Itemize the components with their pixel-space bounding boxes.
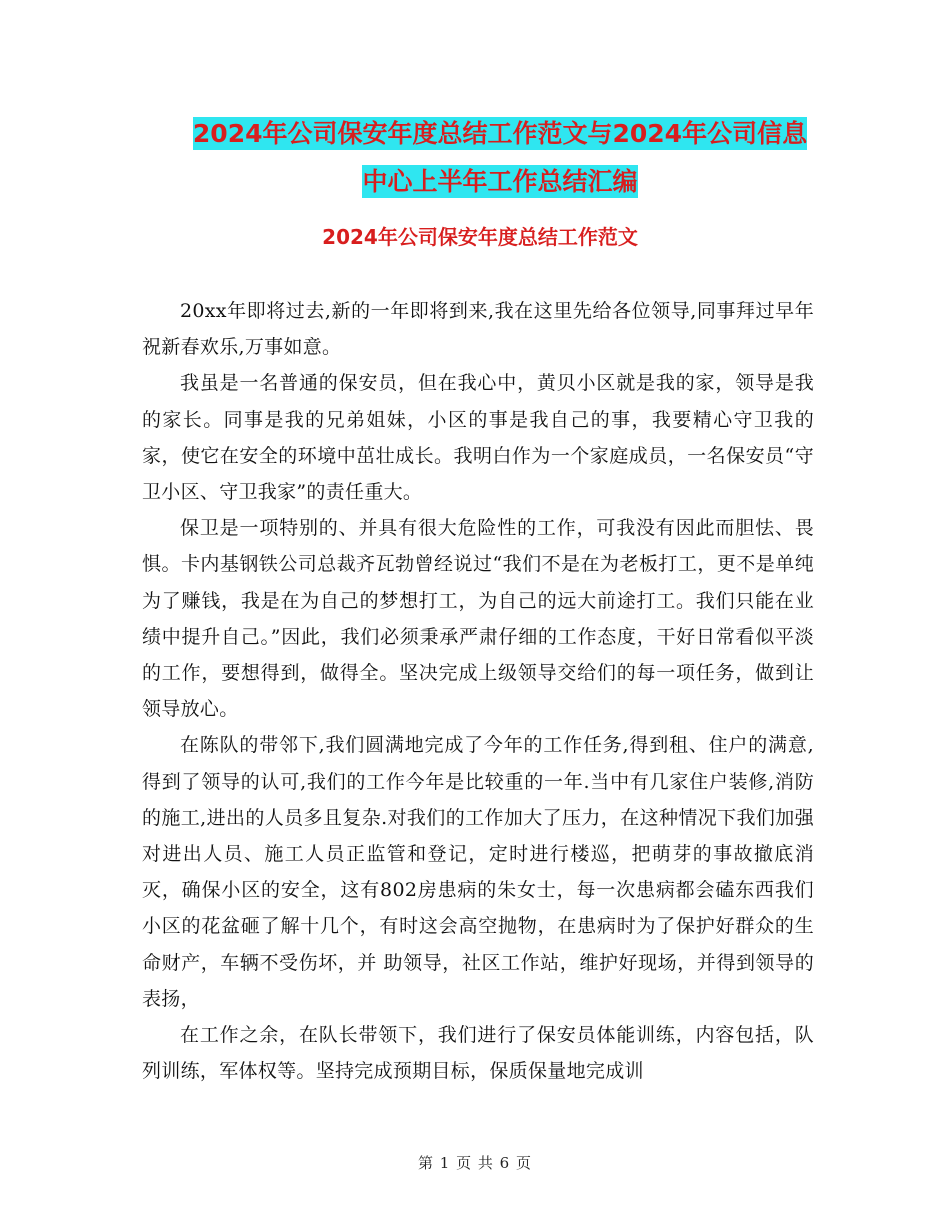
title-line-2: 中心上半年工作总结汇编	[362, 167, 638, 196]
paragraph-2: 我虽是一名普通的保安员，但在我心中，黄贝小区就是我的家，领导是我的家长。同事是我的兄弟姐妹，小区的事是我自己的事，我要精心守卫我的家，使它在安全的环境中茁壮成长。我明白作为一个家庭成员，一名保安员“守卫小区、守卫我家”的责任重大。	[142, 372, 814, 504]
document-body	[142, 293, 814, 1089]
paragraph-5: 在工作之余，在队长带领下，我们进行了保安员体能训练，内容包括，队列训练，军体权等。坚持完成预期目标，保质保量地完成训	[142, 1024, 814, 1083]
paragraph-1: 20xx年即将过去,新的一年即将到来,我在这里先给各位领导,同事拜过早年祝新春欢乐,万事如意。	[142, 300, 814, 359]
page-number: 第 1 页 共 6 页	[418, 1154, 532, 1172]
document-title	[120, 110, 880, 206]
title-line-1: 2024年公司保安年度总结工作范文与2024年公司信息	[192, 119, 808, 148]
section-heading: 2024年公司保安年度总结工作范文	[322, 225, 638, 249]
paragraph-4: 在陈队的带邻下,我们圆满地完成了今年的工作任务,得到租、住户的满意,得到了领导的认可,我们的工作今年是比较重的一年.当中有几家住户装修,消防的施工,进出的人员多且复杂.对我们的工作加大了压力，在这种情况下我们加强对进出人员、施工人员正监管和登记，定时进行楼巡，把萌芽的事故撤底消灭，确保小区的安全，这有802房患病的朱女士，每一次患病都会磕东西我们小区的花盆砸了解十几个，有时这会高空抛物，在患病时为了保护好群众的生命财产，车辆不受伤坏，并 助领导，社区工作站，维护好现场，并得到领导的表扬，	[142, 734, 814, 1010]
paragraph-3: 保卫是一项特别的、并具有很大危险性的工作，可我没有因此而胆怯、畏惧。卡内基钢铁公司总裁齐瓦勃曾经说过“我们不是在为老板打工，更不是单纯为了赚钱，我是在为自己的梦想打工，为自己的远大前途打工。我们只能在业绩中提升自己。”因此，我们必须秉承严肃仔细的工作态度，干好日常看似平淡的工作，要想得到，做得全。坚决完成上级领导交给们的每一项任务，做到让领导放心。	[142, 517, 814, 721]
